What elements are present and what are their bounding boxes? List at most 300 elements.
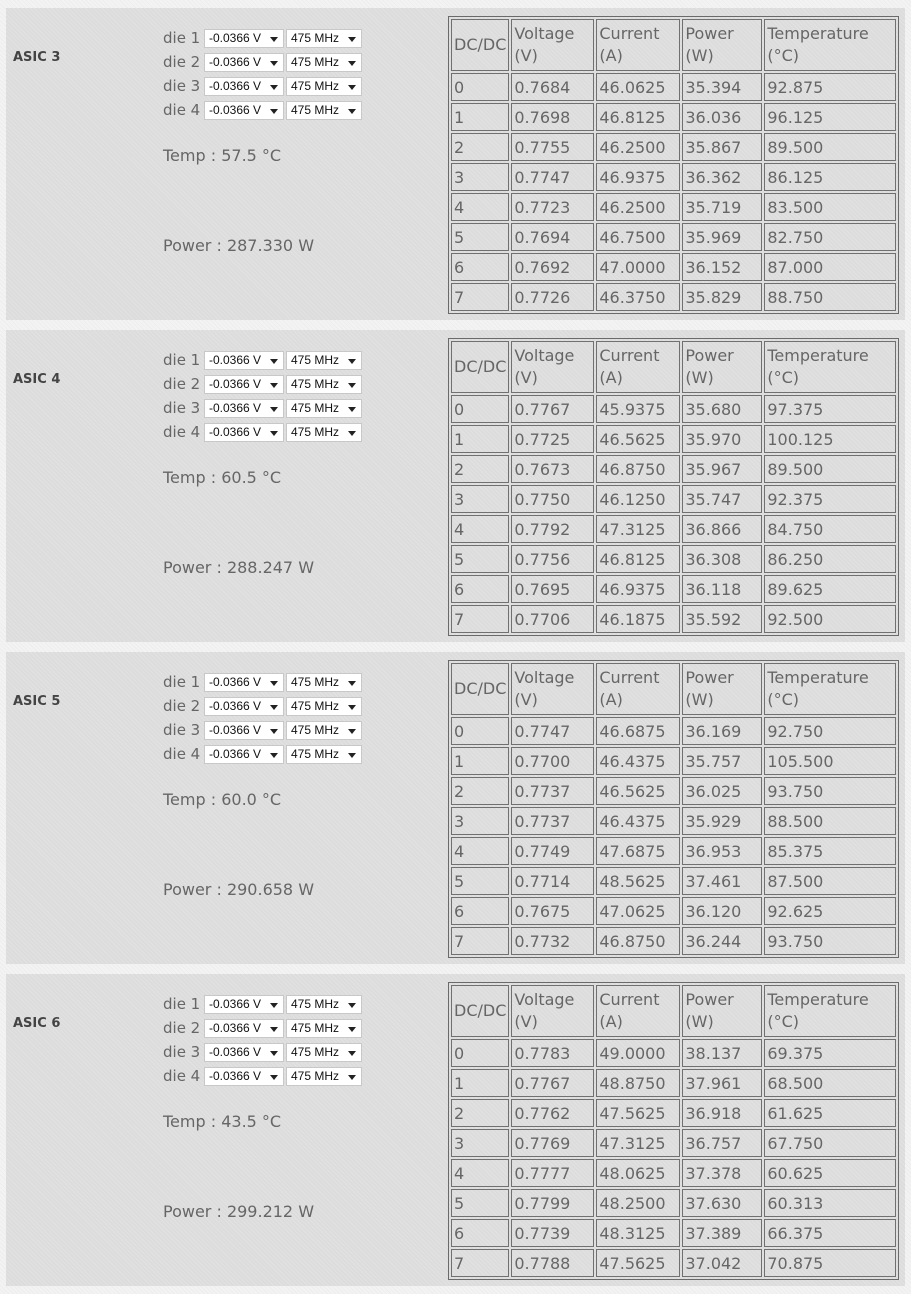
die-row: [163, 694, 443, 718]
voltage-select[interactable]: [204, 351, 284, 370]
die-row: [163, 74, 443, 98]
cell-current: 46.1875: [596, 605, 680, 633]
cell-voltage: 0.7684: [511, 73, 594, 101]
col-header-line: Temperature (°C): [767, 990, 869, 1031]
frequency-select[interactable]: [286, 1067, 362, 1086]
cell-dcdc: 0: [451, 717, 509, 745]
cell-temperature: 89.500: [764, 133, 896, 161]
col-header-current: [596, 985, 680, 1037]
table-row: [451, 283, 896, 311]
dropdown-caret-icon: [270, 85, 278, 90]
table-row: [451, 837, 896, 865]
cell-power: 36.120: [682, 897, 762, 925]
dropdown-caret-icon: [348, 705, 356, 710]
cell-power: 35.829: [682, 283, 762, 311]
frequency-select[interactable]: [286, 375, 362, 394]
cell-dcdc: 3: [451, 1129, 509, 1157]
die-label: die 3: [163, 77, 201, 95]
cell-temperature: 87.000: [764, 253, 896, 281]
cell-power: 35.867: [682, 133, 762, 161]
col-header-current: [596, 341, 680, 393]
table-row: [451, 1249, 896, 1277]
frequency-value: 475 MHz: [291, 79, 340, 93]
voltage-select[interactable]: [204, 1043, 284, 1062]
asic-temperature: Temp : 57.5 °C: [163, 146, 282, 165]
cell-power: 37.378: [682, 1159, 762, 1187]
voltage-select[interactable]: [204, 697, 284, 716]
cell-voltage: 0.7698: [511, 103, 594, 131]
die-row: [163, 1064, 443, 1088]
dropdown-caret-icon: [270, 681, 278, 686]
cell-power: 38.137: [682, 1039, 762, 1067]
die-label: die 2: [163, 53, 201, 71]
cell-voltage: 0.7769: [511, 1129, 594, 1157]
cell-power: 35.747: [682, 485, 762, 513]
die-row: [163, 718, 443, 742]
voltage-select[interactable]: [204, 423, 284, 442]
voltage-value: -0.0366 V: [209, 79, 262, 93]
cell-dcdc: 3: [451, 485, 509, 513]
cell-voltage: 0.7692: [511, 253, 594, 281]
cell-current: 47.3125: [596, 1129, 680, 1157]
asic-title: ASIC 4: [13, 372, 61, 387]
col-header-line: Voltage (V): [514, 990, 575, 1031]
die-label: die 4: [163, 423, 201, 441]
table-row: [451, 1039, 896, 1067]
cell-power: 35.394: [682, 73, 762, 101]
frequency-value: 475 MHz: [291, 997, 340, 1011]
voltage-value: -0.0366 V: [209, 1021, 262, 1035]
cell-dcdc: 4: [451, 193, 509, 221]
cell-dcdc: 5: [451, 867, 509, 895]
dcdc-table: [448, 982, 899, 1280]
col-header-line: Power (W): [685, 668, 734, 709]
table-row: [451, 575, 896, 603]
col-header-temperature: [764, 663, 896, 715]
voltage-select[interactable]: [204, 1067, 284, 1086]
frequency-select[interactable]: [286, 1043, 362, 1062]
col-header-power: [682, 341, 762, 393]
cell-temperature: 68.500: [764, 1069, 896, 1097]
frequency-value: 475 MHz: [291, 723, 340, 737]
voltage-select[interactable]: [204, 53, 284, 72]
cell-power: 37.630: [682, 1189, 762, 1217]
die-row: [163, 26, 443, 50]
dropdown-caret-icon: [348, 1027, 356, 1032]
frequency-select[interactable]: [286, 1019, 362, 1038]
frequency-value: 475 MHz: [291, 377, 340, 391]
cell-current: 46.8750: [596, 927, 680, 955]
cell-dcdc: 1: [451, 1069, 509, 1097]
cell-power: 35.757: [682, 747, 762, 775]
table-header-row: [451, 985, 896, 1037]
cell-power: 35.929: [682, 807, 762, 835]
die-row: [163, 50, 443, 74]
dropdown-caret-icon: [270, 729, 278, 734]
table-row: [451, 455, 896, 483]
cell-temperature: 86.125: [764, 163, 896, 191]
cell-temperature: 105.500: [764, 747, 896, 775]
cell-power: 37.389: [682, 1219, 762, 1247]
frequency-select[interactable]: [286, 101, 362, 120]
cell-voltage: 0.7694: [511, 223, 594, 251]
cell-voltage: 0.7739: [511, 1219, 594, 1247]
col-header-line: Current (A): [599, 668, 660, 709]
die-label: die 4: [163, 745, 201, 763]
cell-power: 35.592: [682, 605, 762, 633]
die-label: die 4: [163, 1067, 201, 1085]
cell-dcdc: 7: [451, 1249, 509, 1277]
cell-voltage: 0.7767: [511, 395, 594, 423]
table-row: [451, 193, 896, 221]
cell-current: 46.6875: [596, 717, 680, 745]
voltage-value: -0.0366 V: [209, 1045, 262, 1059]
table-row: [451, 515, 896, 543]
table-row: [451, 807, 896, 835]
cell-temperature: 92.375: [764, 485, 896, 513]
cell-dcdc: 6: [451, 897, 509, 925]
table-row: [451, 927, 896, 955]
frequency-value: 475 MHz: [291, 31, 340, 45]
asic-temperature: Temp : 43.5 °C: [163, 1112, 282, 1131]
die-row: [163, 1040, 443, 1064]
asic-temperature: Temp : 60.0 °C: [163, 790, 282, 809]
cell-voltage: 0.7767: [511, 1069, 594, 1097]
cell-power: 36.308: [682, 545, 762, 573]
cell-current: 46.8125: [596, 545, 680, 573]
frequency-select[interactable]: [286, 995, 362, 1014]
table-row: [451, 395, 896, 423]
frequency-select[interactable]: [286, 77, 362, 96]
dropdown-caret-icon: [270, 1027, 278, 1032]
cell-dcdc: 0: [451, 395, 509, 423]
cell-current: 48.8750: [596, 1069, 680, 1097]
cell-current: 47.0625: [596, 897, 680, 925]
cell-voltage: 0.7762: [511, 1099, 594, 1127]
frequency-value: 475 MHz: [291, 699, 340, 713]
table-row: [451, 545, 896, 573]
voltage-value: -0.0366 V: [209, 31, 262, 45]
cell-voltage: 0.7732: [511, 927, 594, 955]
die-label: die 1: [163, 673, 201, 691]
frequency-select[interactable]: [286, 673, 362, 692]
cell-current: 46.4375: [596, 807, 680, 835]
asic-panel: [6, 652, 905, 964]
frequency-value: 475 MHz: [291, 55, 340, 69]
cell-voltage: 0.7756: [511, 545, 594, 573]
die-label: die 4: [163, 101, 201, 119]
cell-dcdc: 2: [451, 133, 509, 161]
frequency-value: 475 MHz: [291, 1045, 340, 1059]
cell-current: 47.5625: [596, 1099, 680, 1127]
cell-dcdc: 0: [451, 1039, 509, 1067]
asic-panel: [6, 974, 905, 1286]
voltage-select[interactable]: [204, 29, 284, 48]
voltage-select[interactable]: [204, 673, 284, 692]
cell-dcdc: 6: [451, 253, 509, 281]
cell-power: 37.961: [682, 1069, 762, 1097]
dropdown-caret-icon: [348, 407, 356, 412]
cell-temperature: 92.875: [764, 73, 896, 101]
dropdown-caret-icon: [348, 37, 356, 42]
col-header-line: Temperature (°C): [767, 24, 869, 65]
table-row: [451, 163, 896, 191]
cell-temperature: 89.500: [764, 455, 896, 483]
voltage-select[interactable]: [204, 995, 284, 1014]
cell-temperature: 92.500: [764, 605, 896, 633]
dropdown-caret-icon: [270, 359, 278, 364]
table-row: [451, 1069, 896, 1097]
cell-current: 47.5625: [596, 1249, 680, 1277]
voltage-select[interactable]: [204, 375, 284, 394]
cell-dcdc: 4: [451, 515, 509, 543]
die-row: [163, 742, 443, 766]
table-row: [451, 73, 896, 101]
die-row: [163, 1016, 443, 1040]
cell-voltage: 0.7747: [511, 163, 594, 191]
cell-voltage: 0.7695: [511, 575, 594, 603]
col-header-power: [682, 985, 762, 1037]
dropdown-caret-icon: [348, 1003, 356, 1008]
cell-temperature: 97.375: [764, 395, 896, 423]
col-header-line: Current (A): [599, 990, 660, 1031]
cell-temperature: 100.125: [764, 425, 896, 453]
cell-current: 46.4375: [596, 747, 680, 775]
cell-dcdc: 1: [451, 425, 509, 453]
cell-power: 36.757: [682, 1129, 762, 1157]
cell-dcdc: 4: [451, 837, 509, 865]
cell-dcdc: 4: [451, 1159, 509, 1187]
cell-dcdc: 5: [451, 223, 509, 251]
cell-temperature: 88.750: [764, 283, 896, 311]
cell-power: 37.461: [682, 867, 762, 895]
col-header-voltage: [511, 19, 594, 71]
cell-dcdc: 2: [451, 455, 509, 483]
asic-power: Power : 299.212 W: [163, 1202, 315, 1221]
cell-dcdc: 6: [451, 575, 509, 603]
cell-current: 46.1250: [596, 485, 680, 513]
voltage-value: -0.0366 V: [209, 401, 262, 415]
die-controls: [163, 348, 443, 444]
dropdown-caret-icon: [348, 431, 356, 436]
table-row: [451, 867, 896, 895]
cell-temperature: 92.750: [764, 717, 896, 745]
table-row: [451, 747, 896, 775]
cell-temperature: 93.750: [764, 927, 896, 955]
voltage-value: -0.0366 V: [209, 747, 262, 761]
table-header-row: [451, 19, 896, 71]
cell-power: 36.169: [682, 717, 762, 745]
voltage-value: -0.0366 V: [209, 699, 262, 713]
cell-voltage: 0.7788: [511, 1249, 594, 1277]
col-header-current: [596, 19, 680, 71]
dropdown-caret-icon: [270, 705, 278, 710]
die-row: [163, 420, 443, 444]
cell-dcdc: 7: [451, 283, 509, 311]
table-row: [451, 1219, 896, 1247]
dropdown-caret-icon: [270, 61, 278, 66]
asic-panel: [6, 330, 905, 642]
table-row: [451, 1129, 896, 1157]
frequency-select[interactable]: [286, 745, 362, 764]
cell-dcdc: 2: [451, 1099, 509, 1127]
cell-current: 46.7500: [596, 223, 680, 251]
voltage-select[interactable]: [204, 101, 284, 120]
asic-power: Power : 288.247 W: [163, 558, 315, 577]
col-header-dcdc: DC/DC: [451, 663, 509, 715]
dropdown-caret-icon: [348, 85, 356, 90]
frequency-select[interactable]: [286, 721, 362, 740]
die-row: [163, 396, 443, 420]
cell-current: 48.2500: [596, 1189, 680, 1217]
frequency-select[interactable]: [286, 399, 362, 418]
col-header-line: Temperature (°C): [767, 668, 869, 709]
col-header-voltage: [511, 985, 594, 1037]
asic-power: Power : 287.330 W: [163, 236, 315, 255]
voltage-select[interactable]: [204, 77, 284, 96]
frequency-select[interactable]: [286, 29, 362, 48]
die-label: die 3: [163, 399, 201, 417]
col-header-line: Power (W): [685, 24, 734, 65]
frequency-select[interactable]: [286, 697, 362, 716]
frequency-select[interactable]: [286, 351, 362, 370]
die-label: die 1: [163, 995, 201, 1013]
die-row: [163, 372, 443, 396]
dropdown-caret-icon: [270, 383, 278, 388]
cell-current: 48.0625: [596, 1159, 680, 1187]
voltage-select[interactable]: [204, 745, 284, 764]
cell-power: 36.118: [682, 575, 762, 603]
cell-temperature: 84.750: [764, 515, 896, 543]
asic-title: ASIC 5: [13, 694, 61, 709]
die-row: [163, 98, 443, 122]
table-row: [451, 1189, 896, 1217]
dropdown-caret-icon: [270, 407, 278, 412]
die-row: [163, 992, 443, 1016]
cell-current: 46.9375: [596, 163, 680, 191]
cell-power: 35.970: [682, 425, 762, 453]
cell-voltage: 0.7792: [511, 515, 594, 543]
die-label: die 3: [163, 1043, 201, 1061]
dropdown-caret-icon: [348, 359, 356, 364]
dropdown-caret-icon: [348, 753, 356, 758]
die-label: die 1: [163, 351, 201, 369]
cell-temperature: 60.313: [764, 1189, 896, 1217]
cell-power: 36.953: [682, 837, 762, 865]
dropdown-caret-icon: [270, 37, 278, 42]
table-row: [451, 605, 896, 633]
voltage-select[interactable]: [204, 399, 284, 418]
cell-current: 46.2500: [596, 133, 680, 161]
cell-dcdc: 1: [451, 747, 509, 775]
cell-temperature: 86.250: [764, 545, 896, 573]
frequency-select[interactable]: [286, 423, 362, 442]
cell-power: 36.036: [682, 103, 762, 131]
cell-dcdc: 6: [451, 1219, 509, 1247]
table-row: [451, 777, 896, 805]
col-header-temperature: [764, 19, 896, 71]
cell-current: 47.0000: [596, 253, 680, 281]
table-header-row: [451, 341, 896, 393]
table-row: [451, 133, 896, 161]
cell-temperature: 87.500: [764, 867, 896, 895]
cell-current: 46.2500: [596, 193, 680, 221]
dropdown-caret-icon: [348, 61, 356, 66]
cell-temperature: 61.625: [764, 1099, 896, 1127]
frequency-select[interactable]: [286, 53, 362, 72]
dropdown-caret-icon: [348, 681, 356, 686]
cell-power: 35.967: [682, 455, 762, 483]
cell-power: 36.866: [682, 515, 762, 543]
frequency-value: 475 MHz: [291, 1021, 340, 1035]
dropdown-caret-icon: [348, 1051, 356, 1056]
cell-voltage: 0.7675: [511, 897, 594, 925]
die-label: die 1: [163, 29, 201, 47]
dropdown-caret-icon: [348, 383, 356, 388]
asic-title: ASIC 3: [13, 50, 61, 65]
cell-voltage: 0.7737: [511, 807, 594, 835]
col-header-line: Power (W): [685, 346, 734, 387]
cell-power: 36.244: [682, 927, 762, 955]
asic-panel: [6, 8, 905, 320]
cell-temperature: 67.750: [764, 1129, 896, 1157]
die-controls: [163, 670, 443, 766]
dropdown-caret-icon: [270, 1003, 278, 1008]
cell-voltage: 0.7726: [511, 283, 594, 311]
col-header-power: [682, 19, 762, 71]
cell-current: 46.9375: [596, 575, 680, 603]
cell-temperature: 70.875: [764, 1249, 896, 1277]
dropdown-caret-icon: [270, 1075, 278, 1080]
cell-dcdc: 7: [451, 927, 509, 955]
col-header-line: Temperature (°C): [767, 346, 869, 387]
die-controls: [163, 992, 443, 1088]
cell-voltage: 0.7714: [511, 867, 594, 895]
col-header-line: Voltage (V): [514, 24, 575, 65]
die-label: die 2: [163, 1019, 201, 1037]
col-header-line: Current (A): [599, 346, 660, 387]
cell-current: 47.3125: [596, 515, 680, 543]
col-header-power: [682, 663, 762, 715]
cell-power: 37.042: [682, 1249, 762, 1277]
cell-voltage: 0.7706: [511, 605, 594, 633]
cell-current: 46.8125: [596, 103, 680, 131]
cell-voltage: 0.7747: [511, 717, 594, 745]
col-header-dcdc: DC/DC: [451, 19, 509, 71]
asic-temperature: Temp : 60.5 °C: [163, 468, 282, 487]
dropdown-caret-icon: [348, 1075, 356, 1080]
cell-voltage: 0.7723: [511, 193, 594, 221]
voltage-value: -0.0366 V: [209, 103, 262, 117]
voltage-select[interactable]: [204, 1019, 284, 1038]
die-label: die 2: [163, 697, 201, 715]
col-header-voltage: [511, 663, 594, 715]
cell-voltage: 0.7755: [511, 133, 594, 161]
cell-voltage: 0.7700: [511, 747, 594, 775]
frequency-value: 475 MHz: [291, 401, 340, 415]
cell-power: 35.969: [682, 223, 762, 251]
cell-power: 36.918: [682, 1099, 762, 1127]
cell-dcdc: 0: [451, 73, 509, 101]
dropdown-caret-icon: [348, 109, 356, 114]
cell-voltage: 0.7737: [511, 777, 594, 805]
voltage-select[interactable]: [204, 721, 284, 740]
col-header-temperature: [764, 341, 896, 393]
cell-voltage: 0.7749: [511, 837, 594, 865]
cell-dcdc: 2: [451, 777, 509, 805]
cell-dcdc: 5: [451, 1189, 509, 1217]
cell-temperature: 69.375: [764, 1039, 896, 1067]
